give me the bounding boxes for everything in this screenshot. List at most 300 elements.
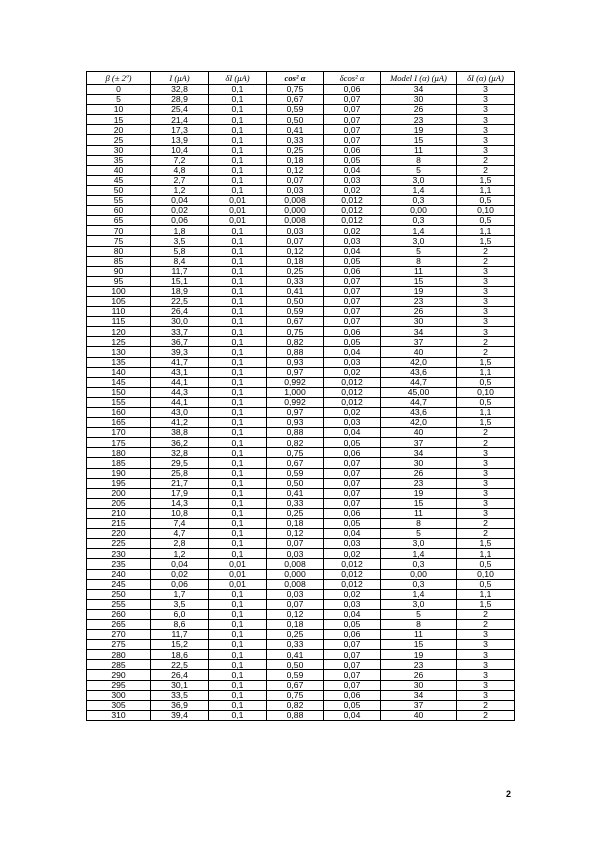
cell-model-current-uncertainty: 1,5 xyxy=(457,539,515,549)
cell-cos2-alpha: 0,008 xyxy=(267,579,324,589)
cell-cos2-alpha: 0,88 xyxy=(267,710,324,720)
cell-current-uncertainty: 0,1 xyxy=(209,95,267,105)
cell-model-current: 23 xyxy=(381,478,457,488)
cell-cos2-alpha-uncertainty: 0,05 xyxy=(324,519,381,529)
cell-model-current-uncertainty: 3 xyxy=(457,145,515,155)
cell-current: 39,4 xyxy=(151,710,209,720)
cell-cos2-alpha: 0,12 xyxy=(267,246,324,256)
cell-model-current-uncertainty: 3 xyxy=(457,115,515,125)
table-row xyxy=(87,660,515,670)
cell-cos2-alpha-uncertainty: 0,03 xyxy=(324,418,381,428)
cell-cos2-alpha-uncertainty: 0,02 xyxy=(324,185,381,195)
cell-beta: 105 xyxy=(87,296,151,306)
cell-model-current: 26 xyxy=(381,468,457,478)
cell-cos2-alpha-uncertainty: 0,05 xyxy=(324,438,381,448)
cell-current: 30,1 xyxy=(151,680,209,690)
cell-cos2-alpha: 0,12 xyxy=(267,609,324,619)
header-cos2-alpha: cos² α xyxy=(267,72,324,85)
cell-model-current: 11 xyxy=(381,630,457,640)
table-row xyxy=(87,175,515,185)
cell-current: 44,3 xyxy=(151,387,209,397)
cell-cos2-alpha: 0,18 xyxy=(267,519,324,529)
cell-cos2-alpha-uncertainty: 0,012 xyxy=(324,569,381,579)
cell-model-current-uncertainty: 3 xyxy=(457,266,515,276)
cell-cos2-alpha: 0,33 xyxy=(267,498,324,508)
cell-current-uncertainty: 0,1 xyxy=(209,599,267,609)
cell-cos2-alpha: 0,59 xyxy=(267,468,324,478)
cell-beta: 15 xyxy=(87,115,151,125)
table-row xyxy=(87,438,515,448)
table-row xyxy=(87,85,515,95)
cell-model-current-uncertainty: 2 xyxy=(457,700,515,710)
cell-current: 1,8 xyxy=(151,226,209,236)
table-row xyxy=(87,599,515,609)
cell-model-current-uncertainty: 1,5 xyxy=(457,357,515,367)
table-row xyxy=(87,185,515,195)
cell-beta: 290 xyxy=(87,670,151,680)
cell-model-current-uncertainty: 2 xyxy=(457,256,515,266)
cell-cos2-alpha-uncertainty: 0,07 xyxy=(324,276,381,286)
cell-current: 11,7 xyxy=(151,266,209,276)
cell-cos2-alpha-uncertainty: 0,03 xyxy=(324,236,381,246)
cell-cos2-alpha-uncertainty: 0,06 xyxy=(324,690,381,700)
cell-model-current-uncertainty: 3 xyxy=(457,448,515,458)
cell-beta: 65 xyxy=(87,216,151,226)
cell-current-uncertainty: 0,01 xyxy=(209,216,267,226)
cell-current-uncertainty: 0,1 xyxy=(209,630,267,640)
cell-model-current-uncertainty: 1,1 xyxy=(457,589,515,599)
cell-cos2-alpha: 0,25 xyxy=(267,266,324,276)
cell-cos2-alpha-uncertainty: 0,06 xyxy=(324,508,381,518)
cell-model-current: 40 xyxy=(381,428,457,438)
cell-model-current-uncertainty: 2 xyxy=(457,246,515,256)
cell-beta: 160 xyxy=(87,408,151,418)
cell-cos2-alpha: 0,12 xyxy=(267,529,324,539)
cell-current: 43,1 xyxy=(151,367,209,377)
cell-cos2-alpha-uncertainty: 0,06 xyxy=(324,266,381,276)
cell-cos2-alpha-uncertainty: 0,07 xyxy=(324,115,381,125)
table-row xyxy=(87,569,515,579)
cell-current: 17,9 xyxy=(151,488,209,498)
table-row xyxy=(87,317,515,327)
cell-beta: 275 xyxy=(87,640,151,650)
cell-model-current-uncertainty: 2 xyxy=(457,337,515,347)
table-row xyxy=(87,95,515,105)
cell-current: 2,8 xyxy=(151,539,209,549)
cell-cos2-alpha-uncertainty: 0,03 xyxy=(324,599,381,609)
cell-model-current: 8 xyxy=(381,256,457,266)
cell-model-current-uncertainty: 3 xyxy=(457,640,515,650)
cell-current: 33,5 xyxy=(151,690,209,700)
cell-current: 5,8 xyxy=(151,246,209,256)
cell-cos2-alpha-uncertainty: 0,06 xyxy=(324,85,381,95)
cell-model-current-uncertainty: 3 xyxy=(457,307,515,317)
table-row xyxy=(87,105,515,115)
table-row xyxy=(87,347,515,357)
cell-model-current-uncertainty: 3 xyxy=(457,286,515,296)
table-row xyxy=(87,458,515,468)
table-row xyxy=(87,135,515,145)
cell-model-current: 40 xyxy=(381,710,457,720)
cell-beta: 20 xyxy=(87,125,151,135)
cell-model-current-uncertainty: 2 xyxy=(457,619,515,629)
cell-current: 21,7 xyxy=(151,478,209,488)
table-row xyxy=(87,498,515,508)
header-model-current: Model I (α) (μA) xyxy=(381,72,457,85)
cell-model-current: 30 xyxy=(381,680,457,690)
cell-model-current-uncertainty: 3 xyxy=(457,468,515,478)
cell-cos2-alpha: 0,75 xyxy=(267,448,324,458)
cell-cos2-alpha: 0,07 xyxy=(267,175,324,185)
cell-cos2-alpha: 0,41 xyxy=(267,650,324,660)
table-row xyxy=(87,216,515,226)
cell-model-current: 11 xyxy=(381,508,457,518)
cell-beta: 185 xyxy=(87,458,151,468)
cell-cos2-alpha-uncertainty: 0,07 xyxy=(324,478,381,488)
cell-beta: 165 xyxy=(87,418,151,428)
cell-current-uncertainty: 0,1 xyxy=(209,418,267,428)
cell-current: 26,4 xyxy=(151,670,209,680)
cell-current: 36,7 xyxy=(151,337,209,347)
cell-model-current-uncertainty: 3 xyxy=(457,105,515,115)
cell-cos2-alpha-uncertainty: 0,05 xyxy=(324,619,381,629)
cell-model-current: 0,3 xyxy=(381,196,457,206)
cell-cos2-alpha: 0,97 xyxy=(267,408,324,418)
cell-model-current-uncertainty: 3 xyxy=(457,690,515,700)
cell-current: 18,6 xyxy=(151,650,209,660)
cell-current-uncertainty: 0,01 xyxy=(209,569,267,579)
cell-current-uncertainty: 0,1 xyxy=(209,448,267,458)
cell-cos2-alpha-uncertainty: 0,02 xyxy=(324,408,381,418)
cell-cos2-alpha: 0,03 xyxy=(267,589,324,599)
cell-cos2-alpha: 0,07 xyxy=(267,236,324,246)
cell-model-current-uncertainty: 1,1 xyxy=(457,408,515,418)
cell-current-uncertainty: 0,1 xyxy=(209,660,267,670)
cell-cos2-alpha: 0,992 xyxy=(267,377,324,387)
cell-current-uncertainty: 0,1 xyxy=(209,428,267,438)
cell-cos2-alpha: 0,008 xyxy=(267,216,324,226)
cell-model-current: 8 xyxy=(381,619,457,629)
cell-beta: 60 xyxy=(87,206,151,216)
cell-current: 4,7 xyxy=(151,529,209,539)
cell-model-current: 3,0 xyxy=(381,539,457,549)
cell-current-uncertainty: 0,1 xyxy=(209,226,267,236)
cell-model-current-uncertainty: 3 xyxy=(457,327,515,337)
cell-cos2-alpha-uncertainty: 0,05 xyxy=(324,700,381,710)
cell-beta: 125 xyxy=(87,337,151,347)
table-row xyxy=(87,256,515,266)
table-row xyxy=(87,246,515,256)
cell-model-current: 0,00 xyxy=(381,569,457,579)
cell-current: 2,7 xyxy=(151,175,209,185)
cell-cos2-alpha-uncertainty: 0,012 xyxy=(324,377,381,387)
cell-cos2-alpha-uncertainty: 0,05 xyxy=(324,155,381,165)
cell-current-uncertainty: 0,1 xyxy=(209,619,267,629)
cell-beta: 85 xyxy=(87,256,151,266)
cell-beta: 175 xyxy=(87,438,151,448)
cell-beta: 40 xyxy=(87,165,151,175)
table-row xyxy=(87,549,515,559)
cell-model-current-uncertainty: 0,10 xyxy=(457,387,515,397)
table-row xyxy=(87,428,515,438)
cell-beta: 215 xyxy=(87,519,151,529)
cell-cos2-alpha-uncertainty: 0,07 xyxy=(324,488,381,498)
cell-model-current: 34 xyxy=(381,690,457,700)
table-row xyxy=(87,680,515,690)
cell-beta: 260 xyxy=(87,609,151,619)
cell-current-uncertainty: 0,1 xyxy=(209,640,267,650)
header-current-uncertainty: δI (μA) xyxy=(209,72,267,85)
table-row xyxy=(87,145,515,155)
cell-beta: 265 xyxy=(87,619,151,629)
cell-current-uncertainty: 0,1 xyxy=(209,296,267,306)
cell-current-uncertainty: 0,1 xyxy=(209,165,267,175)
cell-current-uncertainty: 0,1 xyxy=(209,478,267,488)
cell-cos2-alpha-uncertainty: 0,07 xyxy=(324,317,381,327)
table-row xyxy=(87,670,515,680)
cell-cos2-alpha-uncertainty: 0,04 xyxy=(324,428,381,438)
cell-current-uncertainty: 0,1 xyxy=(209,650,267,660)
cell-current-uncertainty: 0,1 xyxy=(209,519,267,529)
cell-current-uncertainty: 0,1 xyxy=(209,710,267,720)
cell-model-current: 1,4 xyxy=(381,549,457,559)
cell-beta: 195 xyxy=(87,478,151,488)
cell-cos2-alpha: 0,67 xyxy=(267,317,324,327)
table-row xyxy=(87,266,515,276)
table-body xyxy=(87,85,515,721)
cell-cos2-alpha: 0,75 xyxy=(267,690,324,700)
cell-current: 28,9 xyxy=(151,95,209,105)
cell-cos2-alpha: 0,008 xyxy=(267,196,324,206)
cell-beta: 90 xyxy=(87,266,151,276)
cell-current: 25,8 xyxy=(151,468,209,478)
table-row xyxy=(87,286,515,296)
table-row xyxy=(87,377,515,387)
cell-cos2-alpha-uncertainty: 0,06 xyxy=(324,448,381,458)
cell-cos2-alpha-uncertainty: 0,04 xyxy=(324,347,381,357)
cell-model-current: 43,6 xyxy=(381,367,457,377)
cell-cos2-alpha: 0,93 xyxy=(267,418,324,428)
cell-beta: 145 xyxy=(87,377,151,387)
cell-model-current-uncertainty: 1,5 xyxy=(457,236,515,246)
cell-cos2-alpha-uncertainty: 0,03 xyxy=(324,539,381,549)
cell-cos2-alpha: 0,50 xyxy=(267,660,324,670)
cell-model-current-uncertainty: 2 xyxy=(457,438,515,448)
cell-cos2-alpha: 0,03 xyxy=(267,185,324,195)
cell-current-uncertainty: 0,1 xyxy=(209,327,267,337)
cell-current: 13,9 xyxy=(151,135,209,145)
cell-current: 1,2 xyxy=(151,185,209,195)
cell-model-current: 23 xyxy=(381,115,457,125)
cell-current-uncertainty: 0,1 xyxy=(209,539,267,549)
cell-model-current-uncertainty: 2 xyxy=(457,347,515,357)
cell-beta: 225 xyxy=(87,539,151,549)
cell-model-current-uncertainty: 2 xyxy=(457,428,515,438)
cell-current: 32,8 xyxy=(151,85,209,95)
cell-current-uncertainty: 0,1 xyxy=(209,175,267,185)
cell-beta: 155 xyxy=(87,397,151,407)
cell-current: 25,4 xyxy=(151,105,209,115)
cell-beta: 295 xyxy=(87,680,151,690)
cell-cos2-alpha: 0,67 xyxy=(267,680,324,690)
cell-beta: 25 xyxy=(87,135,151,145)
cell-current: 32,8 xyxy=(151,448,209,458)
cell-cos2-alpha-uncertainty: 0,012 xyxy=(324,216,381,226)
table-row xyxy=(87,529,515,539)
cell-current-uncertainty: 0,1 xyxy=(209,468,267,478)
cell-cos2-alpha-uncertainty: 0,07 xyxy=(324,296,381,306)
cell-model-current-uncertainty: 3 xyxy=(457,317,515,327)
cell-current-uncertainty: 0,1 xyxy=(209,458,267,468)
cell-cos2-alpha: 0,50 xyxy=(267,478,324,488)
cell-current: 18,9 xyxy=(151,286,209,296)
cell-current-uncertainty: 0,1 xyxy=(209,266,267,276)
cell-cos2-alpha-uncertainty: 0,012 xyxy=(324,579,381,589)
table-row xyxy=(87,165,515,175)
cell-model-current: 34 xyxy=(381,448,457,458)
cell-model-current-uncertainty: 3 xyxy=(457,508,515,518)
cell-current: 4,8 xyxy=(151,165,209,175)
cell-cos2-alpha-uncertainty: 0,02 xyxy=(324,589,381,599)
cell-cos2-alpha: 0,07 xyxy=(267,539,324,549)
cell-cos2-alpha-uncertainty: 0,07 xyxy=(324,105,381,115)
cell-model-current-uncertainty: 1,1 xyxy=(457,226,515,236)
cell-model-current-uncertainty: 0,10 xyxy=(457,569,515,579)
cell-cos2-alpha-uncertainty: 0,07 xyxy=(324,650,381,660)
cell-model-current-uncertainty: 3 xyxy=(457,680,515,690)
cell-current-uncertainty: 0,1 xyxy=(209,105,267,115)
cell-model-current-uncertainty: 3 xyxy=(457,488,515,498)
cell-current-uncertainty: 0,1 xyxy=(209,690,267,700)
cell-model-current: 11 xyxy=(381,266,457,276)
cell-current: 0,04 xyxy=(151,196,209,206)
cell-model-current-uncertainty: 0,5 xyxy=(457,377,515,387)
cell-model-current: 37 xyxy=(381,700,457,710)
cell-model-current-uncertainty: 1,5 xyxy=(457,599,515,609)
cell-model-current: 37 xyxy=(381,337,457,347)
cell-cos2-alpha: 1,000 xyxy=(267,387,324,397)
cell-model-current: 5 xyxy=(381,165,457,175)
cell-beta: 200 xyxy=(87,488,151,498)
cell-current-uncertainty: 0,1 xyxy=(209,125,267,135)
cell-current-uncertainty: 0,1 xyxy=(209,185,267,195)
cell-current: 0,06 xyxy=(151,216,209,226)
cell-model-current: 15 xyxy=(381,640,457,650)
cell-model-current: 0,3 xyxy=(381,579,457,589)
cell-model-current: 1,4 xyxy=(381,589,457,599)
cell-current: 8,4 xyxy=(151,256,209,266)
cell-beta: 110 xyxy=(87,307,151,317)
cell-model-current: 42,0 xyxy=(381,357,457,367)
cell-cos2-alpha: 0,67 xyxy=(267,458,324,468)
cell-cos2-alpha: 0,18 xyxy=(267,619,324,629)
table-row xyxy=(87,236,515,246)
table-row xyxy=(87,387,515,397)
cell-model-current-uncertainty: 1,1 xyxy=(457,367,515,377)
cell-current-uncertainty: 0,1 xyxy=(209,347,267,357)
cell-model-current-uncertainty: 3 xyxy=(457,660,515,670)
cell-cos2-alpha: 0,18 xyxy=(267,155,324,165)
table-row xyxy=(87,357,515,367)
cell-cos2-alpha: 0,75 xyxy=(267,85,324,95)
cell-current-uncertainty: 0,1 xyxy=(209,498,267,508)
cell-model-current: 34 xyxy=(381,327,457,337)
cell-beta: 10 xyxy=(87,105,151,115)
cell-beta: 75 xyxy=(87,236,151,246)
cell-cos2-alpha: 0,88 xyxy=(267,347,324,357)
cell-cos2-alpha-uncertainty: 0,02 xyxy=(324,549,381,559)
table-row xyxy=(87,206,515,216)
cell-model-current: 3,0 xyxy=(381,175,457,185)
cell-beta: 210 xyxy=(87,508,151,518)
cell-model-current-uncertainty: 1,5 xyxy=(457,418,515,428)
cell-cos2-alpha: 0,75 xyxy=(267,327,324,337)
cell-cos2-alpha: 0,59 xyxy=(267,307,324,317)
cell-current-uncertainty: 0,1 xyxy=(209,488,267,498)
table-row xyxy=(87,367,515,377)
cell-cos2-alpha: 0,97 xyxy=(267,367,324,377)
cell-beta: 140 xyxy=(87,367,151,377)
table-row xyxy=(87,650,515,660)
cell-model-current-uncertainty: 2 xyxy=(457,710,515,720)
table-row xyxy=(87,418,515,428)
table-row xyxy=(87,559,515,569)
cell-cos2-alpha-uncertainty: 0,04 xyxy=(324,609,381,619)
cell-current-uncertainty: 0,1 xyxy=(209,670,267,680)
cell-cos2-alpha-uncertainty: 0,07 xyxy=(324,640,381,650)
cell-cos2-alpha: 0,82 xyxy=(267,700,324,710)
cell-model-current: 0,3 xyxy=(381,216,457,226)
cell-model-current-uncertainty: 3 xyxy=(457,670,515,680)
table-row xyxy=(87,539,515,549)
cell-cos2-alpha-uncertainty: 0,07 xyxy=(324,95,381,105)
cell-beta: 190 xyxy=(87,468,151,478)
cell-current-uncertainty: 0,1 xyxy=(209,307,267,317)
cell-beta: 80 xyxy=(87,246,151,256)
cell-cos2-alpha-uncertainty: 0,02 xyxy=(324,226,381,236)
cell-current: 10,4 xyxy=(151,145,209,155)
cell-model-current-uncertainty: 3 xyxy=(457,458,515,468)
table-row xyxy=(87,408,515,418)
cell-current: 6,0 xyxy=(151,609,209,619)
cell-model-current: 1,4 xyxy=(381,185,457,195)
cell-current: 22,5 xyxy=(151,296,209,306)
cell-model-current: 23 xyxy=(381,660,457,670)
cell-cos2-alpha-uncertainty: 0,07 xyxy=(324,286,381,296)
cell-cos2-alpha: 0,82 xyxy=(267,438,324,448)
header-current: I (μA) xyxy=(151,72,209,85)
cell-beta: 150 xyxy=(87,387,151,397)
cell-current-uncertainty: 0,1 xyxy=(209,438,267,448)
cell-beta: 285 xyxy=(87,660,151,670)
cell-model-current-uncertainty: 3 xyxy=(457,85,515,95)
cell-beta: 35 xyxy=(87,155,151,165)
cell-cos2-alpha-uncertainty: 0,04 xyxy=(324,710,381,720)
table-row xyxy=(87,226,515,236)
cell-current-uncertainty: 0,1 xyxy=(209,680,267,690)
cell-model-current: 19 xyxy=(381,650,457,660)
cell-model-current-uncertainty: 2 xyxy=(457,529,515,539)
table-row xyxy=(87,579,515,589)
cell-current: 7,4 xyxy=(151,519,209,529)
cell-beta: 270 xyxy=(87,630,151,640)
cell-cos2-alpha-uncertainty: 0,07 xyxy=(324,125,381,135)
cell-cos2-alpha: 0,41 xyxy=(267,125,324,135)
cell-current: 0,02 xyxy=(151,206,209,216)
cell-current: 36,9 xyxy=(151,700,209,710)
cell-model-current: 26 xyxy=(381,670,457,680)
cell-model-current: 0,00 xyxy=(381,206,457,216)
